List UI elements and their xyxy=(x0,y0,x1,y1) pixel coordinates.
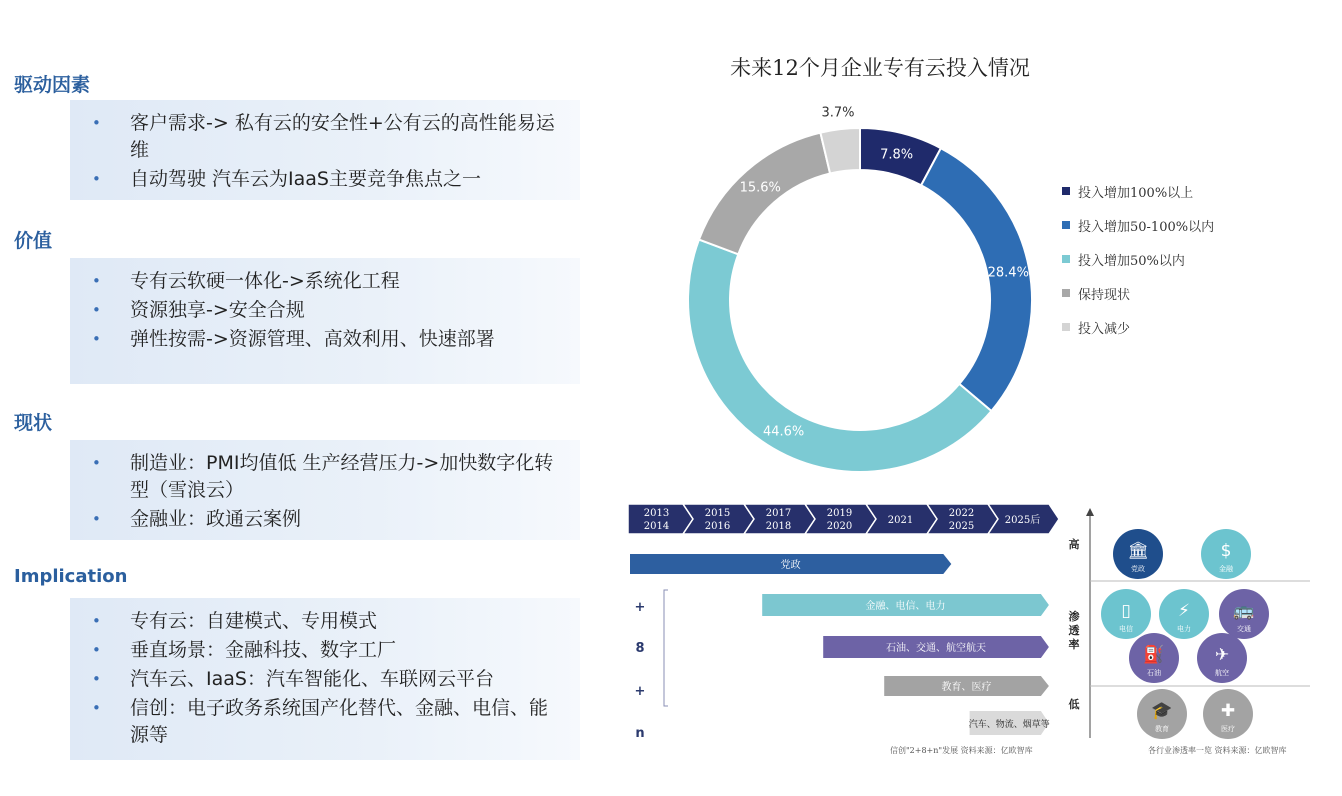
matrix-source: 各行业渗透率一览 资料来源：亿欧智库 xyxy=(1148,746,1287,755)
side-label: + xyxy=(634,600,646,615)
roadmap-bar-label: 汽车、物流、烟草等 xyxy=(968,720,1050,730)
timeline-label: 2018 xyxy=(765,521,792,532)
timeline-label: 2025 xyxy=(948,521,975,532)
roadmap-bar-label: 党政 xyxy=(780,560,801,571)
legend-swatch xyxy=(1062,323,1070,331)
legend-item xyxy=(1062,208,1214,242)
timeline-label: 2014 xyxy=(643,521,670,532)
icon-glyph: 🎓 xyxy=(1151,701,1173,721)
legend-swatch xyxy=(1062,289,1070,297)
bullet: • xyxy=(92,510,101,528)
bullet: • xyxy=(92,454,101,472)
list-item: • 客户需求-> 私有云的安全性+公有云的高性能易运维 xyxy=(92,112,555,161)
slice-label: 15.6% xyxy=(739,180,781,196)
legend-label: 投入增加50-100%以内 xyxy=(1078,219,1215,235)
donut-chart xyxy=(680,105,1040,480)
roadmap-diagram xyxy=(628,504,1063,756)
timeline-label: 2021 xyxy=(887,515,914,526)
list-item: • 制造业：PMI均值低 生产经营压力->加快数字化转型（雪浪云） xyxy=(92,452,554,501)
bullet: • xyxy=(92,641,101,659)
legend-swatch xyxy=(1062,221,1070,229)
timeline-label: 2025后 xyxy=(1004,515,1041,526)
timeline-label: 2017 xyxy=(765,508,792,519)
icon-label: 石油 xyxy=(1147,669,1161,677)
legend-item xyxy=(1062,276,1214,310)
timeline-label: 2022 xyxy=(948,508,975,519)
list-item: • 金融业：政通云案例 xyxy=(82,506,566,533)
section-value-heading: 价值 xyxy=(14,230,53,252)
legend-item xyxy=(1062,310,1214,344)
legend-label: 投入增加100%以上 xyxy=(1078,185,1194,201)
icon-glyph: 🚌 xyxy=(1233,601,1255,621)
icon-glyph: ✚ xyxy=(1220,701,1236,721)
section-implication-heading: Implication xyxy=(14,566,128,587)
icon-label: 医疗 xyxy=(1221,725,1235,733)
icon-glyph: ▯ xyxy=(1121,601,1131,621)
bullet: • xyxy=(92,272,101,290)
matrix-axis-label: 低 xyxy=(1068,698,1080,711)
bullet: • xyxy=(92,612,101,630)
slice-label: 7.8% xyxy=(880,147,914,163)
timeline-label: 2016 xyxy=(704,521,731,532)
list-item: • 垂直场景：金融科技、数字工厂 xyxy=(82,637,566,664)
side-label: + xyxy=(634,684,646,699)
bracket xyxy=(664,590,668,706)
legend-item xyxy=(1062,174,1214,208)
legend-label: 投入增加50%以内 xyxy=(1078,253,1185,269)
matrix-axis-label: 率 xyxy=(1068,638,1080,651)
icon-label: 党政 xyxy=(1131,565,1145,573)
icon-label: 教育 xyxy=(1155,725,1169,733)
icon-glyph: 🏛 xyxy=(1127,541,1149,561)
y-axis-arrow xyxy=(1086,508,1094,516)
legend-swatch xyxy=(1062,187,1070,195)
section-status-heading: 现状 xyxy=(14,412,53,434)
list-item: • 汽车云、IaaS：汽车智能化、车联网云平台 xyxy=(82,666,566,693)
timeline-label: 2015 xyxy=(704,508,731,519)
section-status-panel xyxy=(70,440,580,540)
timeline-label: 2013 xyxy=(643,508,670,519)
icon-label: 电力 xyxy=(1177,625,1191,633)
side-label: 8 xyxy=(635,641,645,656)
legend-item xyxy=(1062,242,1214,276)
icon-glyph: ✈ xyxy=(1214,645,1230,665)
matrix-axis-label: 高 xyxy=(1068,538,1080,551)
bullet: • xyxy=(92,699,101,717)
slice-label: 44.6% xyxy=(762,424,805,440)
list-item: • 自动驾驶 汽车云为IaaS主要竞争焦点之一 xyxy=(82,166,566,193)
chart-legend xyxy=(1062,174,1214,344)
icon-glyph: ⛽ xyxy=(1143,645,1165,665)
list-item: • 专有云：自建模式、专用模式 xyxy=(82,608,566,635)
bullet: • xyxy=(92,301,101,319)
timeline-label: 2019 xyxy=(826,508,853,519)
icon-glyph: ⚡ xyxy=(1178,601,1190,621)
bullet: • xyxy=(92,114,101,132)
section-implication-panel xyxy=(70,598,580,760)
roadmap-bar-label: 教育、医疗 xyxy=(941,682,992,693)
bullet: • xyxy=(92,170,101,188)
roadmap-bar-label: 石油、交通、航空航天 xyxy=(886,643,987,654)
icon-label: 交通 xyxy=(1237,625,1251,633)
section-value-panel xyxy=(70,258,580,384)
matrix-axis-label: 透 xyxy=(1068,624,1080,637)
icon-glyph: $ xyxy=(1220,541,1232,561)
chart-title: 未来12个月企业专有云投入情况 xyxy=(730,56,1030,80)
donut-slice xyxy=(688,240,991,472)
legend-swatch xyxy=(1062,255,1070,263)
icon-label: 金融 xyxy=(1219,565,1233,573)
roadmap-source: 信创"2+8+n"发展 资料来源：亿欧智库 xyxy=(890,746,1033,755)
section-drivers-heading: 驱动因素 xyxy=(14,74,91,96)
matrix-axis-label: 渗 xyxy=(1068,610,1080,623)
list-item: • 专有云软硬一体化->系统化工程 xyxy=(82,268,566,295)
list-item: • 资源独享->安全合规 xyxy=(82,297,566,324)
legend-label: 投入减少 xyxy=(1078,321,1131,337)
timeline-label: 2020 xyxy=(826,521,853,532)
side-label: n xyxy=(635,726,645,741)
list-item: • 信创：电子政务系统国产化替代、金融、电信、能源等 xyxy=(92,697,549,746)
list-item: • 弹性按需->资源管理、高效利用、快速部署 xyxy=(82,326,566,353)
penetration-matrix xyxy=(1066,508,1312,744)
bullet: • xyxy=(92,670,101,688)
slice-label: 3.7% xyxy=(821,105,855,121)
bullet: • xyxy=(92,330,101,348)
legend-label: 保持现状 xyxy=(1078,287,1131,303)
roadmap-bar-label: 金融、电信、电力 xyxy=(865,601,946,612)
icon-label: 电信 xyxy=(1119,625,1133,633)
slice-label: 28.4% xyxy=(987,265,1029,281)
section-drivers-panel xyxy=(70,100,580,200)
icon-label: 航空 xyxy=(1215,669,1229,677)
